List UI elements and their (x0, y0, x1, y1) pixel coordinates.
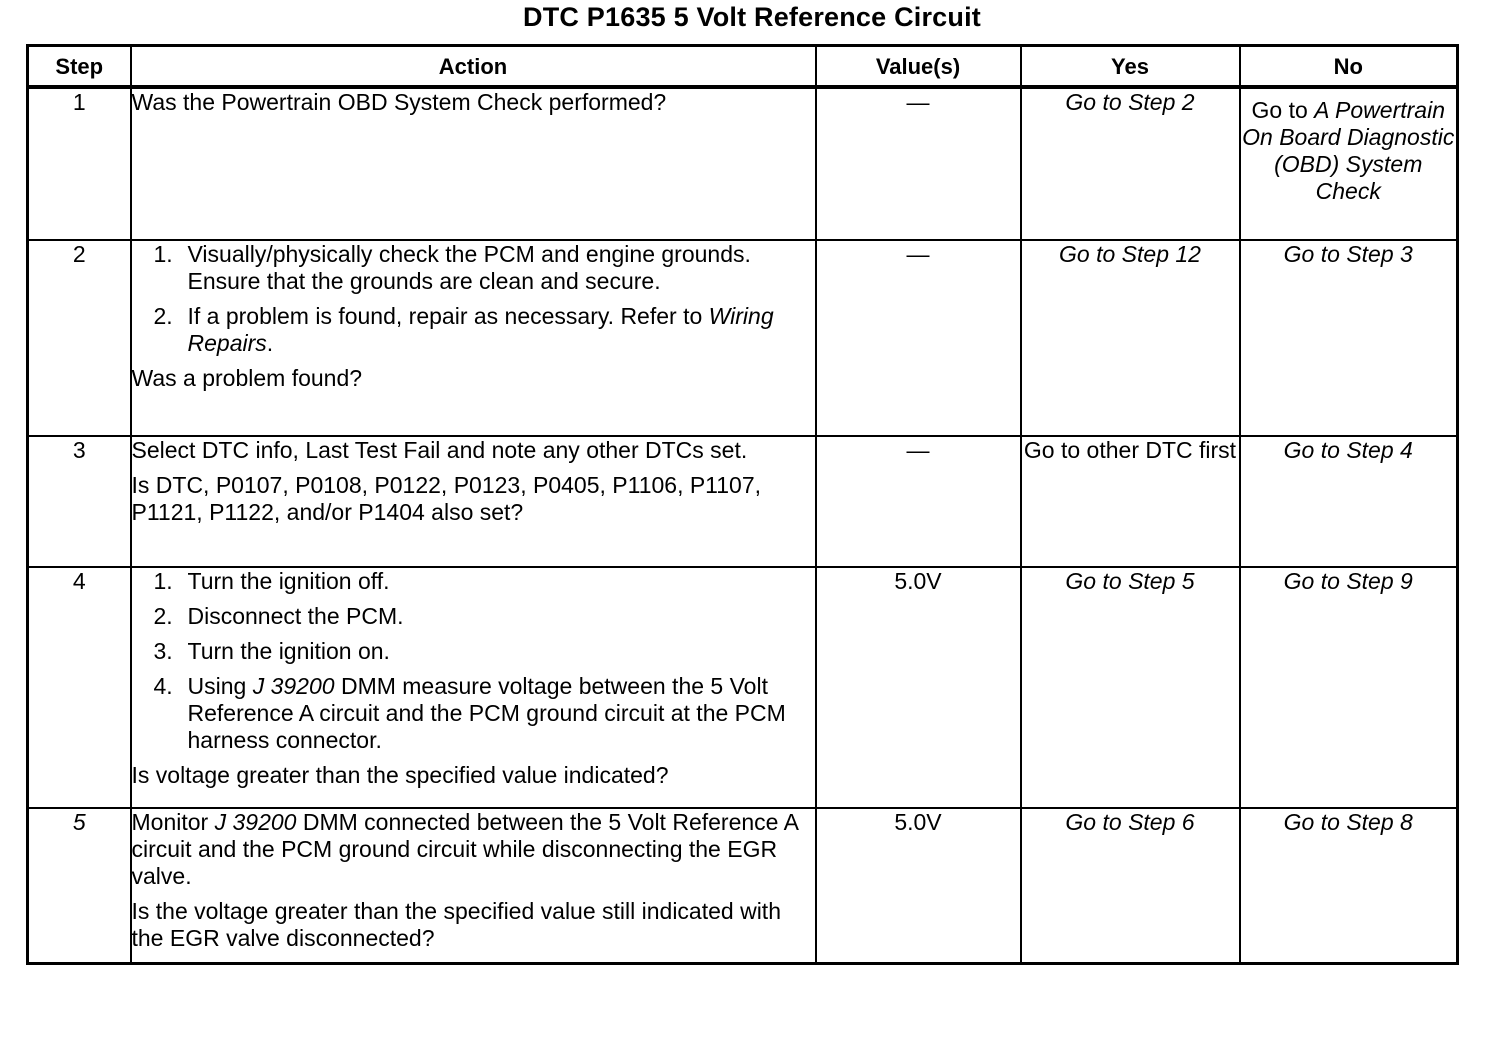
yes-link[interactable]: Go to Step 12 (1059, 241, 1201, 267)
action-list (132, 568, 815, 754)
list-number: 3. (153, 638, 173, 664)
step-number: 2 (28, 240, 131, 436)
header-values: Value(s) (816, 46, 1021, 88)
header-step: Step (28, 46, 131, 88)
action-cell (131, 567, 816, 808)
step-number: 4 (28, 567, 131, 808)
list-text: If a problem is found, repair as necessary. Refer to (187, 303, 709, 329)
table-row-step-3 (28, 436, 1458, 567)
yes-cell (1021, 240, 1240, 436)
list-number: 1. (153, 568, 173, 594)
intro-prefix: Monitor (131, 809, 215, 835)
list-item (132, 568, 815, 595)
yes-link[interactable]: Go to Step 2 (1065, 89, 1195, 115)
tool-reference: J 39200 (252, 673, 335, 699)
action-intro: Select DTC info, Last Test Fail and note any other DTCs set. (131, 437, 748, 463)
yes-cell (1021, 567, 1240, 808)
list-text: Visually/physically check the PCM and engine grounds. Ensure that the grounds are clean and secure. (187, 241, 751, 294)
yes-cell (1021, 808, 1240, 963)
list-item (132, 673, 815, 754)
yes-cell (1021, 87, 1240, 240)
value-cell: 5.0V (816, 808, 1021, 963)
action-question: Is DTC, P0107, P0108, P0122, P0123, P0405, P1106, P1107, P1121, P1122, and/or P1404 also set? (131, 472, 762, 525)
action-question: Is voltage greater than the specified value indicated? (131, 762, 669, 788)
no-link[interactable]: Go to Step 4 (1283, 437, 1413, 463)
header-action: Action (131, 46, 816, 88)
list-text: Turn the ignition off. (187, 568, 390, 594)
diagnostic-table (26, 44, 1459, 965)
action-cell (131, 808, 816, 963)
no-cell (1240, 567, 1458, 808)
list-item (132, 241, 815, 295)
header-yes: Yes (1021, 46, 1240, 88)
action-question: Was a problem found? (131, 365, 363, 391)
list-item (132, 303, 815, 357)
list-text: Disconnect the PCM. (187, 603, 404, 629)
step-number: 3 (28, 436, 131, 567)
header-row (28, 46, 1458, 88)
list-number: 1. (153, 241, 173, 267)
header-no: No (1240, 46, 1458, 88)
value-cell: — (816, 436, 1021, 567)
page-title: DTC P1635 5 Volt Reference Circuit (523, 2, 981, 32)
list-text-tail: DMM measure voltage between the 5 Volt Reference A circuit and the PCM ground circuit at the PCM harness connector. (187, 673, 786, 753)
no-link[interactable]: Go to Step 8 (1283, 809, 1413, 835)
action-intro (132, 809, 815, 890)
yes-link[interactable]: Go to Step 6 (1065, 809, 1195, 835)
list-text: Turn the ignition on. (187, 638, 390, 664)
no-cell (1240, 808, 1458, 963)
yes-text[interactable]: Go to other DTC first (1023, 437, 1237, 463)
action-cell (131, 240, 816, 436)
no-cell (1240, 436, 1458, 567)
no-cell (1240, 240, 1458, 436)
value-cell: — (816, 240, 1021, 436)
action-cell (131, 87, 816, 240)
list-number: 4. (153, 673, 173, 699)
step-number: 5 (28, 808, 131, 963)
action-question: Is the voltage greater than the specified value still indicated with the EGR valve disconnected? (131, 898, 781, 951)
no-link[interactable]: Go to Step 3 (1283, 241, 1413, 267)
yes-cell (1021, 436, 1240, 567)
value-cell: 5.0V (816, 567, 1021, 808)
list-item (132, 603, 815, 630)
value-cell: — (816, 87, 1021, 240)
tool-reference: J 39200 (214, 809, 297, 835)
table-row-step-4 (28, 567, 1458, 808)
action-cell (131, 436, 816, 567)
no-prefix: Go to (1251, 97, 1315, 123)
list-item (132, 638, 815, 665)
yes-link[interactable]: Go to Step 5 (1065, 568, 1195, 594)
intro-tail: DMM connected between the 5 Volt Reference A circuit and the PCM ground circuit while disconnecting the EGR valve. (131, 809, 798, 889)
no-link[interactable]: A Powertrain On Board Diagnostic (OBD) System Check (1242, 97, 1455, 204)
table-row-step-1 (28, 87, 1458, 240)
table-row-step-2 (28, 240, 1458, 436)
no-cell (1240, 87, 1458, 240)
action-question: Was the Powertrain OBD System Check performed? (131, 89, 667, 115)
no-link[interactable]: Go to Step 9 (1283, 568, 1413, 594)
list-text: Using (187, 673, 253, 699)
list-number: 2. (153, 303, 173, 329)
table-row-step-5 (28, 808, 1458, 963)
wiring-repairs-link[interactable]: Wiring Repairs (187, 303, 774, 356)
step-number: 1 (28, 87, 131, 240)
list-text-tail: . (266, 330, 274, 356)
action-list (132, 241, 815, 357)
list-number: 2. (153, 603, 173, 629)
